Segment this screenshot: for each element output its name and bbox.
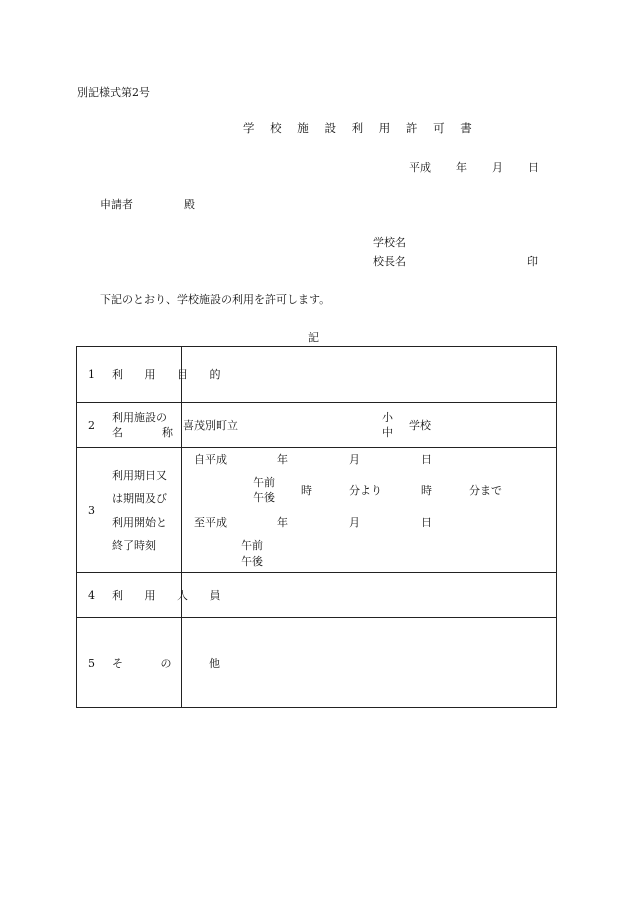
applicant-label: 申請者 xyxy=(100,198,133,211)
period-label-line3: 利用開始と xyxy=(112,516,167,529)
principal-name-label: 校長名 xyxy=(373,255,406,268)
period-label-line4: 終了時刻 xyxy=(112,539,156,552)
people-label: 利 用 人 員 xyxy=(112,589,230,602)
facility-value-cell[interactable] xyxy=(182,403,557,448)
facility-label-line2a: 名 xyxy=(112,426,123,439)
row-other xyxy=(77,618,557,708)
other-label: そ の 他 xyxy=(112,657,237,670)
purpose-label: 利 用 目 的 xyxy=(112,368,230,381)
seal-mark: 印 xyxy=(527,255,538,268)
school-type-elementary: 小 xyxy=(382,411,393,424)
school-suffix: 学校 xyxy=(409,419,431,432)
from-month: 月 xyxy=(349,453,360,466)
to-month: 月 xyxy=(349,516,360,529)
row-number: 1 xyxy=(88,368,95,381)
applicant-honorific: 殿 xyxy=(184,198,195,211)
row-number: 4 xyxy=(88,589,95,602)
row-facility xyxy=(77,403,557,448)
form-number: 別記様式第2号 xyxy=(77,86,150,99)
town-name: 喜茂別町立 xyxy=(183,419,238,432)
row-number: 5 xyxy=(88,657,95,670)
end-minute: 分まで xyxy=(469,484,502,497)
end-am: 午前 xyxy=(241,539,263,552)
permission-table xyxy=(76,346,557,708)
row-people xyxy=(77,573,557,618)
ki-heading: 記 xyxy=(308,331,319,344)
other-value-cell[interactable] xyxy=(182,618,557,708)
to-era: 至平成 xyxy=(194,516,227,529)
start-pm: 午後 xyxy=(253,491,275,504)
start-hour: 時 xyxy=(301,484,312,497)
date-year: 年 xyxy=(456,161,467,174)
school-name-label: 学校名 xyxy=(373,236,406,249)
people-label-cell xyxy=(77,573,230,618)
date-month: 月 xyxy=(492,161,503,174)
period-label-cell xyxy=(77,448,182,573)
to-day: 日 xyxy=(421,516,432,529)
period-label-line1: 利用期日又 xyxy=(112,469,167,482)
permission-statement: 下記のとおり、学校施設の利用を許可します。 xyxy=(100,293,331,306)
row-purpose xyxy=(77,347,557,403)
end-hour: 時 xyxy=(421,484,432,497)
facility-label-line2b: 称 xyxy=(162,426,173,439)
from-era: 自平成 xyxy=(194,453,227,466)
from-year: 年 xyxy=(277,453,288,466)
facility-label-line1: 利用施設の xyxy=(112,411,167,424)
purpose-value-cell[interactable] xyxy=(182,347,557,403)
to-year: 年 xyxy=(277,516,288,529)
row-period xyxy=(77,448,557,573)
other-label-cell xyxy=(77,618,237,708)
end-pm: 午後 xyxy=(241,555,263,568)
start-minute: 分より xyxy=(349,484,382,497)
period-label-line2: は期間及び xyxy=(112,492,167,505)
start-am: 午前 xyxy=(253,476,275,489)
date-era: 平成 xyxy=(409,161,431,174)
facility-label-cell xyxy=(77,403,182,448)
people-value-cell[interactable] xyxy=(182,573,557,618)
row-number: 2 xyxy=(88,419,95,432)
date-day: 日 xyxy=(528,161,539,174)
period-value-cell[interactable] xyxy=(182,448,557,573)
purpose-label-cell xyxy=(77,347,230,403)
document-title: 学 校 施 設 利 用 許 可 書 xyxy=(243,121,478,135)
row-number: 3 xyxy=(88,504,95,517)
school-type-junior-high: 中 xyxy=(382,426,393,439)
from-day: 日 xyxy=(421,453,432,466)
